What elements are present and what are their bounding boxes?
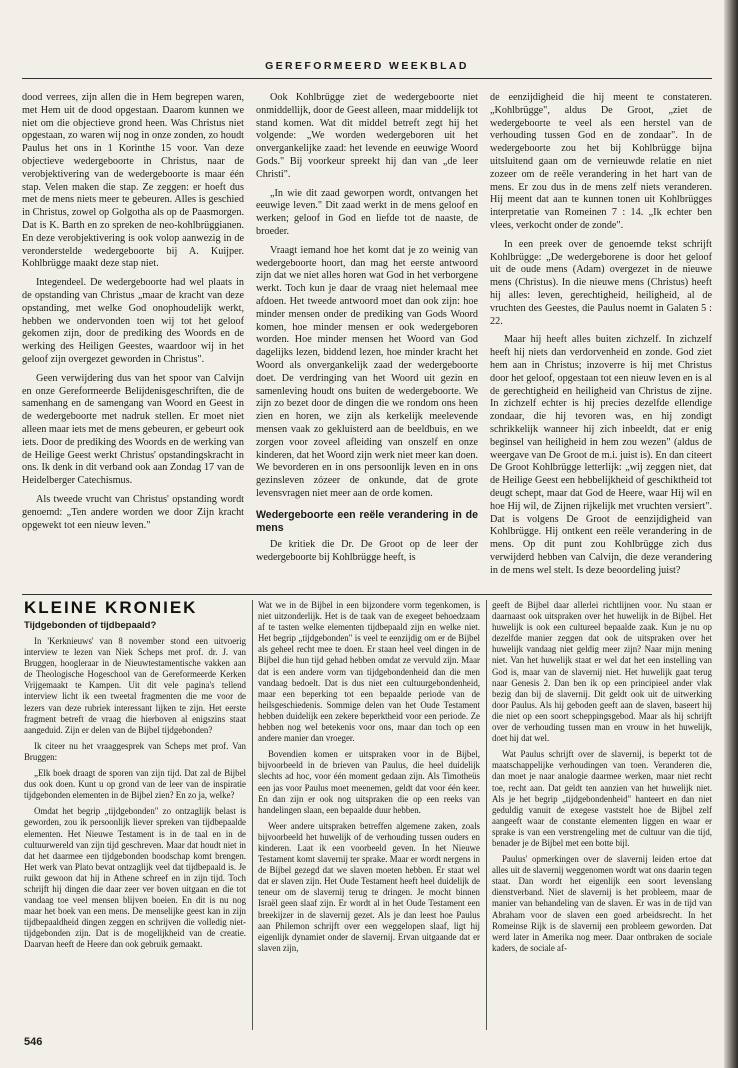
- kroniek-column-1: [24, 636, 246, 956]
- article-paragraph: de eenzijdigheid die hij meent te constateren. „Kohlbrügge", aldus De Groot, „ziet de wedergeboorte te veel als een herstel van de verhouding tussen God en de zondaar". In de wedergeboorte zou het bij Kohlbrügge bijna uitsluitend gaan om de vernieuwde relatie en niet zozeer om de reële verandering in het hart van de mens. Er zou dus in de mens zelf niets veranderen. Hij meent dat aan te kunnen tonen uit Kohlbrügges interpretatie van Romeinen 7 : 14. „Ik echter ben vlees, verkocht onder de zonde".: [490, 92, 712, 231]
- article-paragraph: De kritiek die Dr. De Groot op de leer der wedergeboorte bij Kohlbrügge heeft, is: [256, 538, 478, 563]
- kroniek-paragraph: Ik citeer nu het vraaggesprek van Scheps met prof. Van Bruggen:: [24, 740, 246, 762]
- article-paragraph: Geen verwijdering dus van het spoor van Calvijn en onze Gereformeerde Belijdenisgeschriften, die de samenhang en de samengang van Woord en Geest in de wedergeboorte met nadruk stellen. Er moet niet alleen maar iets met de mens gebeuren, er gebeurt ook iets. Door de prediking des Woords en de werking van de Heilige Geest werkt Christus' opstandingskracht in ons. Ik denk in dit verband ook aan Zondag 17 van de Heidelberger Catechismus.: [22, 372, 244, 487]
- column-rule: [486, 600, 487, 1030]
- article-paragraph: Ook Kohlbrügge ziet de wedergeboorte niet onmiddellijk, door de Geest alleen, maar middelijk tot stand komen. Wat dit middel betreft zegt hij het volgende: „We worden wedergeboren uit het onvergankelijke zaad: het levende en eeuwige Woord Gods." Bij voorkeur spreekt hij dan van „de leer Christi".: [256, 92, 478, 180]
- kroniek-paragraph: „Elk boek draagt de sporen van zijn tijd. Dat zal de Bijbel dus ook doen. Kunt u op grond van de leer van de inspiratie tijdgebonden elementen in de Bijbel zien? En zo ja, welke?: [24, 768, 246, 801]
- kroniek-paragraph: In 'Kerknieuws' van 8 november stond een uitvoerig interview te lezen van Niek Scheps met prof. dr. J. van Bruggen, hoogleraar in de Nieuwtestamentische vakken aan de Theologische Hogeschool van de Gereformeerde Kerken Vrijgemaakt te Kampen. Uit dit vele pagina's tellend interview licht ik een tweetal fragmenten die me voor de lezers van deze rubriek interessant lijken te zijn. Het eerste fragment betreft de vraag die hierboven al enigszins staat aangeduid. Zijn er delen van de Bijbel tijdgebonden?: [24, 636, 246, 735]
- kroniek-title: KLEINE KRONIEK: [24, 598, 198, 617]
- kroniek-paragraph: Paulus' opmerkingen over de slavernij leiden ertoe dat alles uit de slavernij weggenomen wordt wat ons daarin tegen staat. Dan wordt het eigenlijk een soort levenslang dienstverband. Niet de slavernij is het probleem, maar de manier van behandeling van de slaven. Er was in de tijd van Abraham voor de slaven een goed arbeidsrecht. In het Romeinse Rijk is de slavernij een probleem geworden. Dat werd later in Amerika nog meer. Daar ontbraken de sociale kaders, de sociale af-: [492, 854, 712, 953]
- kroniek-paragraph: Weer andere uitspraken betreffen algemene zaken, zoals bijvoorbeeld het huwelijk of de verhouding tussen ouders en kinderen. Laat ik een voorbeeld geven. In het Nieuwe Testament komt slavernij ter sprake. Maar er wordt nergens in de Bijbel gezegd dat we slaven moeten hebben. Er staat wel dat er slaven zijn. Het Oude Testament heeft heel duidelijk de teneur om de slavernij terug te dringen. Je mocht binnen Israël geen slaaf zijn. Er wordt al in het Oude Testament een breekijzer in de slavernij gezet. Als je dan leest hoe Paulus aan Philemon schrijft over een weggelopen slaaf, ligt hij eigenlijk dynamiet onder de slavernij. Ervan uitgaande dat er slaven zijn,: [258, 820, 480, 953]
- page-number: 546: [24, 1036, 43, 1048]
- kroniek-paragraph: Omdat het begrip „tijdgebonden" zo ontzaglijk belast is geworden, zou ik persoonlijk liever spreken van tijdbepaalde elementen. Het Nieuwe Testament is in de taal en in de cultuurwereld van zijn tijd geschreven. Maar dat houdt niet in dat het daarmee een tijdgebonden boodschap komt brengen. Het werk van Plato bevat ontzaglijk veel dat tijdbepaald is. Je ruikt gewoon dat hij in Athene schreef en in zijn tijd. Toch schrijft hij dingen die daar zeer ver boven uitgaan en die tot vandaag toe veel mensen blijven boeien. En dit is nu nog maar het boek van een mens. De menselijke geest kan in zijn tijdbepaaldheid dingen zeggen en schrijven die volledig niet-tijdgebonden zijn. Dat is de mogelijkheid van de creatie. Daarvan heeft de Heere dan ook gebruik gemaakt.: [24, 806, 246, 950]
- article-column-1: [22, 92, 244, 538]
- column-rule: [252, 600, 253, 1030]
- article-paragraph: Integendeel. De wedergeboorte had wel plaats in de opstanding van Christus „maar de kracht van deze opstanding, met welke God onophoudelijk werkt, hebben we ondervonden toen wij tot het geloof gekomen zijn, door de prediking des Woords en de werking des Heiligen Geestes, waardoor wij in het geloof zijn overgezet geworden in Christus".: [22, 277, 244, 365]
- article-paragraph: Maar hij heeft alles buiten zichzelf. In zichzelf heeft hij niets dan verdorvenheid en zonde. God ziet hem aan in Christus; inzoverre is hij met Christus door het geloof, opgestaan tot een nieuw leven en is al de gerechtigheid en heiligheid van Christus de zijne. In zichzelf echter is hij precies dezelfde ellendige zondaar, die hij tevoren was, en hij zondigt schrikkelijk wanneer hij zich inbeeldt, dat er enig beginsel van heiligheid in hem zou wezen" (aldus de weergave van De Groot de m.i. juist is). En dan citeert De Groot Kohlbrügge letterlijk: „wij zeggen niet, dat de Heilige Geest een hebbelijkheid of geschiktheid tot deugt schept, maar dat God de Heere, waar Hij wil en hoe Hij wil, de Zijnen rijkelijk met vruchten versiert". Dat is volgens De Groot de eenzijdigheid van Kohlbrügge. Hij ontkent een reële verandering in de mens. Op dit punt zou Kohlbrügge zich dus verwijderd hebben van Calvijn, die deze verandering in de mens wel stelt. Is deze beoordeling juist?: [490, 334, 712, 576]
- kroniek-paragraph: geeft de Bijbel daar allerlei richtlijnen voor. Nu staan er daarnaast ook uitspraken over het huwelijk in de Bijbel. Het huwelijk is ook een cultureel bepaalde zaak. Kun je nu op dezelfde manier zeggen dat ook de uitspraken over het huwelijk vandaag niet geldig meer zijn? Naar mijn mening niet. Van het huwelijk staat er wel dat het een instelling van God is, maar van de slavernij niet. Het huwelijk gaat terug naar Genesis 2. Dan ben ik op een principieel ander vlak bezig dan bij de slavernij. Dit geldt ook uit de uitwerking door Paulus. Als hij geboden geeft aan de slaven, baseert hij die niet op een soort scheppingsgebod. Maar als hij schrijft over de verhouding tussen man en vrouw in het huwelijk, doet hij dat wel.: [492, 600, 712, 744]
- kroniek-subtitle: Tijdgebonden of tijdbepaald?: [24, 620, 157, 631]
- kroniek-column-3: [492, 600, 712, 959]
- kroniek-paragraph: Wat we in de Bijbel in een bijzondere vorm tegenkomen, is niet uitzonderlijk. Het is de taak van de exegeet behoedzaam af te tasten welke elementen tijdbepaald zijn en welke niet. Het begrip „tijdgebonden" is veel te eenzijdig om er de Bijbel als geheel recht mee te doen. Er staan heel veel dingen in de Bijbel die hun tijd gehad hebben omdat ze vervuld zijn. Maar dat is een andere vorm van tijdgebondenheid dan die men vandaag bedoelt. Dat is dus niet een cultuurgebondenheid, maar een beperking tot een bepaalde periode van de heilsgeschiedenis. Sommige delen van het Oude Testament hebben duidelijk een zekere beperktheid voor een periode. Ze hebben nog wel betekenis voor ons, maar dan toch op een andere manier dan vroeger.: [258, 600, 480, 744]
- kroniek-paragraph: Wat Paulus schrijft over de slavernij, is beperkt tot de maatschappelijke verhoudingen van toen. Veranderen die, dan moet je naar analogie daarmee werken, maar niet recht toe, recht aan. Dat geldt ten aanzien van het huwelijk niet. Als je het begrip „tijdgebondenheid" hanteert en dan niet geduldig vanuit de exegese vaststelt hoe de Bijbel zelf aangeeft waar de constante elementen liggen en waar er sprake is van een verstrengeling met de cultuur van die tijd, benader je de Bijbel met een botte bijl.: [492, 749, 712, 848]
- kroniek-paragraph: Bovendien komen er uitspraken voor in de Bijbel, bijvoorbeeld in de brieven van Paulus, die heel duidelijk slechts ad hoc, voor één moment gedaan zijn. Als Timotheüs een jas voor Paulus moet meenemen, geldt dat voor één keer. En dan zijn er ook nog uitspraken die op een reeks van handelingen slaan, een bepaalde duur hebben.: [258, 749, 480, 815]
- article-paragraph: dood verrees, zijn allen die in Hem begrepen waren, met Hem uit de dood opgestaan. Daarom kunnen we niet om die objectieve grond heen. Was Christus niet opgestaan, zo waren wij nog in onze zonden, zo houdt Paulus het ons in 1 Korinthe 15 voor. Van deze objectieve wedergeboorte in Christus, naar de verobjektivering van de wedergeboorte is maar één stap. Velen maken die stap. Ze zeggen: er hoeft dus met de mens niets meer te gebeuren. Alles is geschied in Christus, zowel op Golgotha als op de Paasmorgen. Dat is K. Barth en zo spreken de neo-kohlbrüggianen. En deze verobjektivering is ook volop aanwezig in de veronderstelde wedergeboorte bij A. Kuijper. Kohlbrügge maakt deze stap niet.: [22, 92, 244, 270]
- running-header: GEREFORMEERD WEEKBLAD: [265, 60, 469, 72]
- kroniek-column-2: [258, 600, 480, 959]
- section-heading: Wedergeboorte een reële verandering in de mens: [256, 508, 478, 534]
- header-rule: [22, 78, 712, 79]
- article-paragraph: Als tweede vrucht van Christus' opstanding wordt genoemd: „Ten andere worden we door Zijn kracht opgewekt tot een nieuw leven.": [22, 493, 244, 531]
- article-paragraph: In een preek over de genoemde tekst schrijft Kohlbrügge: „De wedergeborene is door het geloof uit de oude mens (Adam) overgezet in de nieuwe mens (Christus). In die nieuwe mens (Christus) heeft hij alles: leven, gerechtigheid, heiligheid, al de vruchten des Geestes, die Paulus noemt in Galaten 5 : 22.: [490, 238, 712, 327]
- article-column-3: [490, 92, 712, 583]
- article-paragraph: Vraagt iemand hoe het komt dat je zo weinig van wedergeboorte hoort, dan mag het eerste antwoord zijn dat we niet alles horen wat God in het verborgene werkt. Toch kun je daar de vraag niet helemaal mee afdoen. Het tweede antwoord moet dan ook zijn: hoe minder mensen onder de prediking van Gods Woord komen, hoe minder mensen er ook wedergeboren worden. Hoe minder mensen het Woord van God dagelijks lezen, biddend lezen, hoe minder kracht het Woord als onvergankelijk zaad der wedergeboorte doet. De verdringing van het Woord uit gezin en samenleving houdt ons buiten de wedergeboorte. We zijn zo bezet door de dingen die we rondom ons heen zien en horen, we zijn als kerkelijk meelevende mensen vaak zo gekluisterd aan de beeldbuis, en we zorgen voor zoveel afleiding van onszelf en onze kinderen, dat het Woord zijn werk niet meer kan doen. We bevorderen en in ons persoonlijk leven en in ons gezinsleven zózeer de onkunde, dat de grote levensvragen niet meer aan de orde komen.: [256, 244, 478, 499]
- article-paragraph: „In wie dit zaad geworpen wordt, ontvangen het eeuwige leven." Dit zaad werkt in de mens geloof en werken; geloof in God en liefde tot de naaste, de broeder.: [256, 187, 478, 237]
- page-edge-shadow: [724, 0, 738, 1068]
- article-column-2: [256, 92, 478, 570]
- section-divider: [22, 594, 712, 595]
